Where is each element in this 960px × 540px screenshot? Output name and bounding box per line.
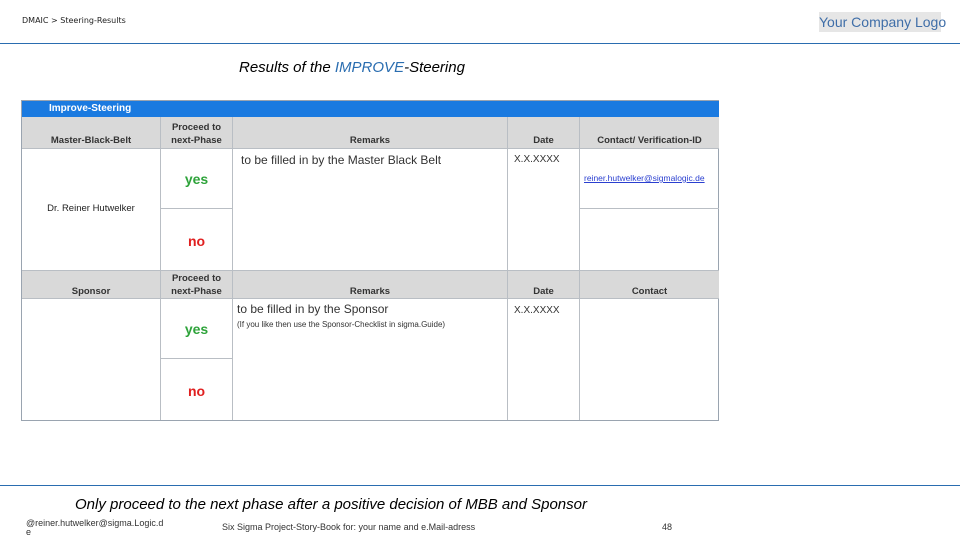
title-highlight: IMPROVE — [334, 59, 405, 76]
col-divider — [232, 117, 233, 420]
row-divider — [22, 148, 719, 149]
mbb-remark: to be filled in by the Master Black Belt — [241, 153, 442, 167]
header-proceed-line1: Proceed to — [171, 122, 222, 133]
mbb-yes-option[interactable]: yes — [184, 171, 209, 187]
footer-copyright — [26, 519, 163, 537]
sponsor-date: X.X.XXXX — [514, 305, 560, 316]
mbb-no-option[interactable]: no — [187, 233, 206, 249]
footer-copyright-line1: @reiner.hutwelker@sigma.Logic.d — [26, 518, 164, 528]
title-prefix: Results of the — [239, 59, 335, 76]
header-sponsor: Sponsor — [71, 286, 111, 297]
sponsor-no-option[interactable]: no — [187, 383, 206, 399]
header-contact-verification: Contact/ Verification-ID — [597, 135, 702, 146]
header-divider — [0, 43, 960, 44]
mbb-date: X.X.XXXX — [514, 154, 560, 165]
col-divider — [160, 117, 161, 420]
header-proceed-line1: Proceed to — [171, 273, 222, 284]
mbb-name: Dr. Reiner Hutwelker — [47, 203, 135, 214]
breadcrumb: DMAIC > Steering-Results — [22, 16, 126, 25]
col-divider — [507, 117, 508, 420]
decision-note: Only proceed to the next phase after a positive decision of MBB and Sponsor — [75, 496, 587, 513]
row-divider — [22, 270, 719, 271]
sponsor-yes-option[interactable]: yes — [184, 321, 209, 337]
row-divider — [22, 298, 719, 299]
footer-divider — [0, 485, 960, 486]
table-band — [22, 101, 719, 117]
header-date: Date — [533, 135, 554, 146]
title-suffix: -Steering — [404, 59, 465, 76]
header-contact: Contact — [631, 286, 668, 297]
header-proceed — [161, 272, 232, 298]
slide-title — [239, 59, 465, 76]
table-band-title: Improve-Steering — [49, 103, 132, 114]
header-date: Date — [533, 286, 554, 297]
header-proceed-line2: next-Phase — [171, 286, 222, 297]
sponsor-remark: to be filled in by the Sponsor — [237, 302, 389, 316]
header-proceed-line2: next-Phase — [171, 135, 222, 146]
col-divider — [579, 117, 580, 420]
row-divider — [160, 208, 232, 209]
header-remarks: Remarks — [349, 286, 391, 297]
page-number: 48 — [662, 522, 673, 532]
sponsor-remark-note: (If you like then use the Sponsor-Checklist in sigma.Guide) — [237, 320, 446, 329]
header-remarks: Remarks — [349, 135, 391, 146]
header-proceed — [161, 121, 232, 147]
footer-copyright-line2: e — [26, 527, 32, 537]
footer-project-text: Six Sigma Project-Story-Book for: your name and e.Mail-adress — [222, 522, 476, 532]
row-divider — [579, 208, 719, 209]
row-divider — [160, 358, 232, 359]
company-logo: Your Company Logo — [819, 14, 947, 30]
mbb-contact-link[interactable]: reiner.hutwelker@sigmalogic.de — [584, 173, 705, 183]
header-mbb: Master-Black-Belt — [50, 135, 132, 146]
